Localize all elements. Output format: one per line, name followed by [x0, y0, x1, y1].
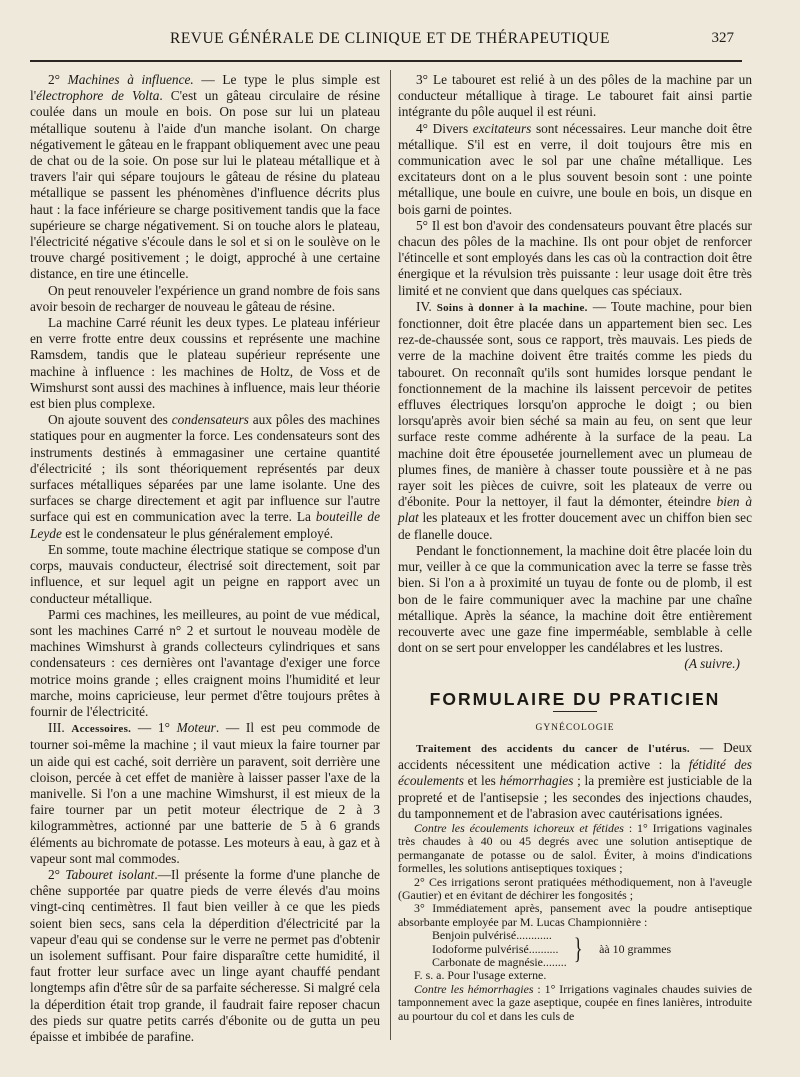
- recipe-item: Benjoin pulvérisé............: [432, 928, 552, 943]
- recipe-dose: àà 10 grammes: [599, 941, 672, 956]
- paragraph-meilleures-machines: Parmi ces machines, les meilleures, au point de vue médical, sont les machines Carré n° 2 et surtout le nouveau modèle de machines Wimshurst à grands collecteurs cylindriques et sans condensateurs : ces dernières ont l'avantage d'exiger une force motrice moins grande ; elles craignent moins l'humidité et leur marche, moins capricieuse, leur permet d'être toujours prêtes à fournir de l'électricité.: [30, 606, 380, 719]
- brace-glyph: }: [573, 932, 583, 966]
- paragraph-soins-machine: IV. Soins à donner à la machine. — Toute machine, pour bien fonctionner, doit être placée dans un appartement bien sec. Les rez-de-chaussée sont, sous ce rapport, très mauvais. Les pieds de verre de la machine doivent être traités comme les pieds du tabouret. On reconnaît qu'ils sont humides lorsque pendant le fonctionnement de la machine ils laissent percevoir de petites effluves électriques lorsqu'on approche le doigt ; ou bien lorsqu'après avoir bien séché sa main au feu, on sent que leur surface reste comme adhérente à la surface de la peau. La machine doit être épousetée journellement avec un plumeau de plumes fines, de manière à chasser toute poussière et à ne pas rayer soit les pièces de cuivre, soit les plateaux de verre ou d'ébonite. Pour la nettoyer, il faut la démonter, éteindre bien à plat les plateaux et les frotter doucement avec un chiffon bien sec de flanelle douce.: [398, 298, 752, 542]
- paragraph-ecoulements: Contre les écoulements ichoreux et fétides : 1° Irrigations vaginales très chaudes à 40 ou 45 degrés avec une solution antiseptique de permanganate de potasse ou de salol. Éviter, à moins d'indications formelles, les solutions antiseptiques toxiques ;: [398, 820, 752, 876]
- paragraph-machines-influence: 2° Machines à influence. — Le type le plus simple est l'électrophore de Volta. C'est un gâteau circulaire de résine coulée dans un moule en bois. On pose sur lui un plateau métallique soutenu à l'aide d'un manche isolant. On charge négativement le gâteau en le frappant obliquement avec une peau de chat ou de la soie. On pose sur lui le plateau métallique et à travers l'air qui sépare toujours le gâteau de résine du plateau métallique se passent les phénomènes d'influence décrits plus haut : la face inférieure se charge positivement tandis que la face supérieure se charge négativement. Si on touche alors le plateau, l'électricité négative s'écoule dans le sol et si on le soulève on le trouve chargé positivement ; le doigt, approché à une certaine distance, en tire une étincelle.: [30, 72, 380, 282]
- prescription: [398, 929, 752, 969]
- paragraph-irrigations: 2° Ces irrigations seront pratiquées méthodiquement, non à l'aveugle (Gautier) et en évitant de déchirer les fongosités ;: [398, 874, 752, 902]
- recipe-item: Iodoforme pulvérisé..........: [432, 941, 559, 956]
- paragraph-machine-carre: La machine Carré réunit les deux types. Le plateau inférieur en verre frotte entre deux coussins et représente une machine Ramsdem, tandis que le plateau supérieur représente une machine à influence : les machines de Holtz, de Voss et de Wimshurst sont aussi des machines à influence, mais leur théorie est bien plus complexe.: [30, 315, 380, 412]
- paragraph-en-somme: En somme, toute machine électrique statique se compose d'un corps, mauvais conducteur, électrisé soit directement, soit par influence, et sur lequel agit un peigne en rapport avec un conducteur métallique.: [30, 541, 380, 606]
- paragraph-fonctionnement: Pendant le fonctionnement, la machine doit être placée loin du mur, veiller à ce que la communication avec la terre se fasse très bien. Si l'on a à proximité un tuyau de fonte ou de plomb, il est bon de le faire communiquer avec la machine par une chaîne métallique. Après la séance, la machine doit être entièrement recouverte avec une gaze fine imperméable, semblable à celle dont on se sert pour envelopper les candélabres et les lustres.: [398, 542, 752, 656]
- subsection-gynecologie: GYNÉCOLOGIE: [535, 722, 615, 733]
- paragraph-accessoires: III. Accessoires. — 1° Moteur. — Il est peu commode de tourner soi-même la machine ; il vaut mieux la faire tourner par un aide qui est caché, soit derrière un paravent, soit derrière une cloison, percée à cet effet de manière à laisser passer l'axe de la manivelle. Si l'on a une machine Wimshurst, il est mieux de la faire tourner par un petit moteur électrique de 2 à 3 kilogrammètres, actionné par une batterie de 5 à 6 grands éléments au bichromate de potasse. Les moteurs à eau, à gaz et à vapeur sont mal commodes.: [30, 720, 380, 866]
- left-column: [30, 72, 380, 1045]
- paragraph-tabouret-isolant: 2° Tabouret isolant.—Il présente la forme d'une planche de chêne supportée par quatre pieds de verre élevés d'au moins vingt-cinq centimètres. Il faut bien veiller à ce que les pieds soient bien secs, sans cela la déperdition d'électricité par la vapeur d'eau qui se condense sur le verre ne permet pas d'obtenir un isolement suffisant. Pour faire disparaître cette humidité, il faut frotter leur surface avec un linge ayant chauffé pendant longtemps afin d'être sûr de sa parfaite sécheresse. Si malgré cela la déperdition était trop grande, il faudrait faire reposer chacun des pieds sur quatre petits carrés d'ébonite ou de gutta un peu épaisse et imbibée de parafine.: [30, 866, 380, 1044]
- paragraph-condensateurs: On ajoute souvent des condensateurs aux pôles des machines statiques pour en augmenter la force. Les condensateurs sont des instruments destinés à emmagasiner une certaine quantité d'électricité ; ils sont théoriquement représentés par deux surfaces métalliques séparées par une lame isolante. Une des surfaces se charge directement et agit par influence sur l'autre surface qui est en communication avec la terre. La bouteille de Leyde est le condensateur le plus généralement employé.: [30, 412, 380, 541]
- header-rule: [30, 60, 742, 62]
- paragraph-renouveler: On peut renouveler l'expérience un grand nombre de fois sans avoir besoin de recharger de nouveau le gâteau de résine.: [30, 282, 380, 314]
- right-column: [398, 72, 752, 1023]
- running-title: REVUE GÉNÉRALE DE CLINIQUE ET DE THÉRAPEUTIQUE: [169, 30, 610, 47]
- recipe-item: Carbonate de magnésie........: [432, 955, 567, 969]
- paragraph-pansement: 3° Immédiatement après, pansement avec la poudre antiseptique absorbante employée par M. Lucas Championnière :: [398, 901, 752, 929]
- paragraph-tabouret-relie: 3° Le tabouret est relié à un des pôles de la machine par un conducteur métallique à tirage. Le tabouret fait ainsi partie intégrante du pôle auquel il est réuni.: [398, 72, 752, 120]
- formulaire-body: [398, 822, 752, 1023]
- column-divider: [390, 70, 391, 1040]
- page-number: 327: [711, 30, 734, 46]
- paragraph-fsa: F. s. a. Pour l'usage externe.: [414, 968, 547, 983]
- paragraph-condensateurs-poles: 5° Il est bon d'avoir des condensateurs pouvant être placés sur chacun des pôles de la machine. Ils ont pour objet de renforcer l'étincelle et sont employés dans les cas où la contraction doit être énergique et la révulsion très puissante : leur usage doit être très limité et ne convient que dans quelques cas spéciaux.: [398, 217, 752, 298]
- to-be-continued: (A suivre.): [684, 656, 740, 672]
- paragraph-excitateurs: 4° Divers excitateurs sont nécessaires. Leur manche doit être métallique. S'il est en verre, il doit toujours être mis en communication avec le sol par une chaîne métallique. Les excitateurs dont on a le plus souvent besoin sont : une pointe métallique, une boule en cuivre, une boule en bois, un disque en bois garni de pointes.: [398, 120, 752, 217]
- paragraph-hemorrhagies: Contre les hémorrhagies : 1° Irrigations vaginales chaudes suivies de tamponnement avec la gaze aseptique, coupée en fines lanières, introduite au pourtour du col et dans les culs de: [398, 981, 752, 1023]
- paragraph-cancer-uterus: Traitement des accidents du cancer de l'utérus. — Deux accidents nécessitent une médication active : la fétidité des écoulements et les hémorrhagies ; la première est justiciable de la propreté et de l'antisepsie ; les secondes des injections chaudes, du tamponnement et de l'abrasion avec cautérisations ignées.: [398, 739, 752, 821]
- running-head: [0, 30, 800, 52]
- section-rule: [553, 711, 597, 712]
- section-title-formulaire: FORMULAIRE DU PRATICIEN: [429, 688, 721, 709]
